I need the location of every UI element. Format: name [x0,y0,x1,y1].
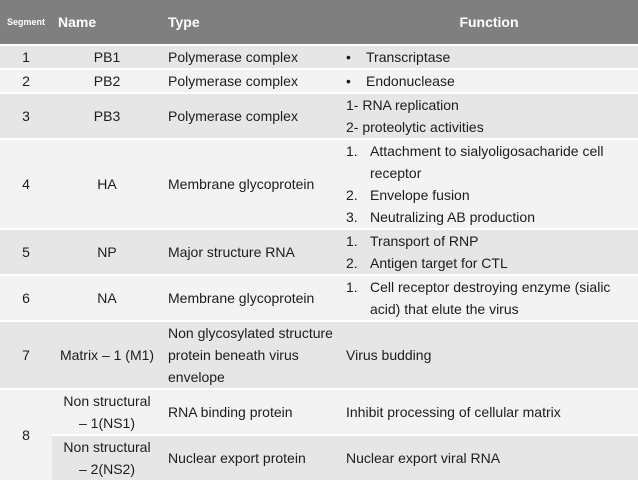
header-function: Function [340,0,638,45]
segment-cell: 2 [0,69,52,93]
function-cell [340,93,638,139]
segment-cell: 1 [0,45,52,69]
segment-cell: 6 [0,275,52,321]
item-text: Neutralizing AB production [370,209,535,225]
table-row [0,45,638,69]
segment-cell: 3 [0,93,52,139]
function-cell [340,275,638,321]
item-text: Envelope fusion [370,187,470,203]
item-text: Transport of RNP [370,233,479,249]
function-item [346,252,632,274]
function-cell: Nuclear export viral RNA [340,435,638,480]
item-text: Cell receptor destroying enzyme (sialic acid) that elute the virus [370,279,611,317]
table-header-row [0,0,638,45]
type-cell: Major structure RNA [162,229,340,275]
type-cell: Membrane glycoprotein [162,139,340,229]
table-row [0,93,638,139]
table-row [0,321,638,389]
header-type: Type [162,0,340,45]
name-cell: PB3 [52,93,162,139]
item-text: Antigen target for CTL [370,255,508,271]
table-row [0,229,638,275]
table-row [0,69,638,93]
name-cell: PB2 [52,69,162,93]
function-bullet-list [346,70,632,92]
segment-cell: 7 [0,321,52,389]
item-number: 1. [346,143,358,159]
segment-cell: 4 [0,139,52,229]
function-cell [340,229,638,275]
name-cell: HA [52,139,162,229]
function-numbered-list [346,230,632,274]
item-number: 2. [346,187,358,203]
function-cell [340,45,638,69]
table-row [0,389,638,435]
function-cell [340,69,638,93]
function-item [346,206,632,228]
function-item [346,140,632,184]
type-cell: Polymerase complex [162,69,340,93]
function-item [346,276,632,320]
function-numbered-list [346,140,632,228]
segment-cell: 5 [0,229,52,275]
item-number: 3. [346,209,358,225]
item-text: Attachment to sialyoligosacharide cell receptor [370,143,604,181]
type-cell: Nuclear export protein [162,435,340,480]
function-bullet-list [346,46,632,68]
segment-cell: 8 [0,389,52,480]
function-numbered-list [346,276,632,320]
function-item [346,230,632,252]
function-cell: Inhibit processing of cellular matrix [340,389,638,435]
type-cell: Non glycosylated structure protein beneath virus envelope [162,321,340,389]
name-cell: Non structural – 1(NS1) [52,389,162,435]
function-item [346,184,632,206]
name-cell: NA [52,275,162,321]
name-cell: Non structural – 2(NS2) [52,435,162,480]
header-name: Name [52,0,162,45]
function-plain-list [346,94,632,138]
type-cell: Membrane glycoprotein [162,275,340,321]
name-cell: Matrix – 1 (M1) [52,321,162,389]
item-number: 1. [346,279,358,295]
item-number: 1. [346,233,358,249]
type-cell: Polymerase complex [162,93,340,139]
function-item: • Endonuclease [346,70,632,92]
table-row [0,435,638,480]
table-row [0,139,638,229]
function-item: 1- RNA replication [346,97,459,113]
function-cell: Virus budding [340,321,638,389]
table-row [0,275,638,321]
name-cell: PB1 [52,45,162,69]
function-cell [340,139,638,229]
item-number: 2. [346,255,358,271]
function-item: 2- proteolytic activities [346,119,484,135]
header-segment: Segment [0,0,52,45]
type-cell: Polymerase complex [162,45,340,69]
function-item: • Transcriptase [346,46,632,68]
type-cell: RNA binding protein [162,389,340,435]
name-cell: NP [52,229,162,275]
